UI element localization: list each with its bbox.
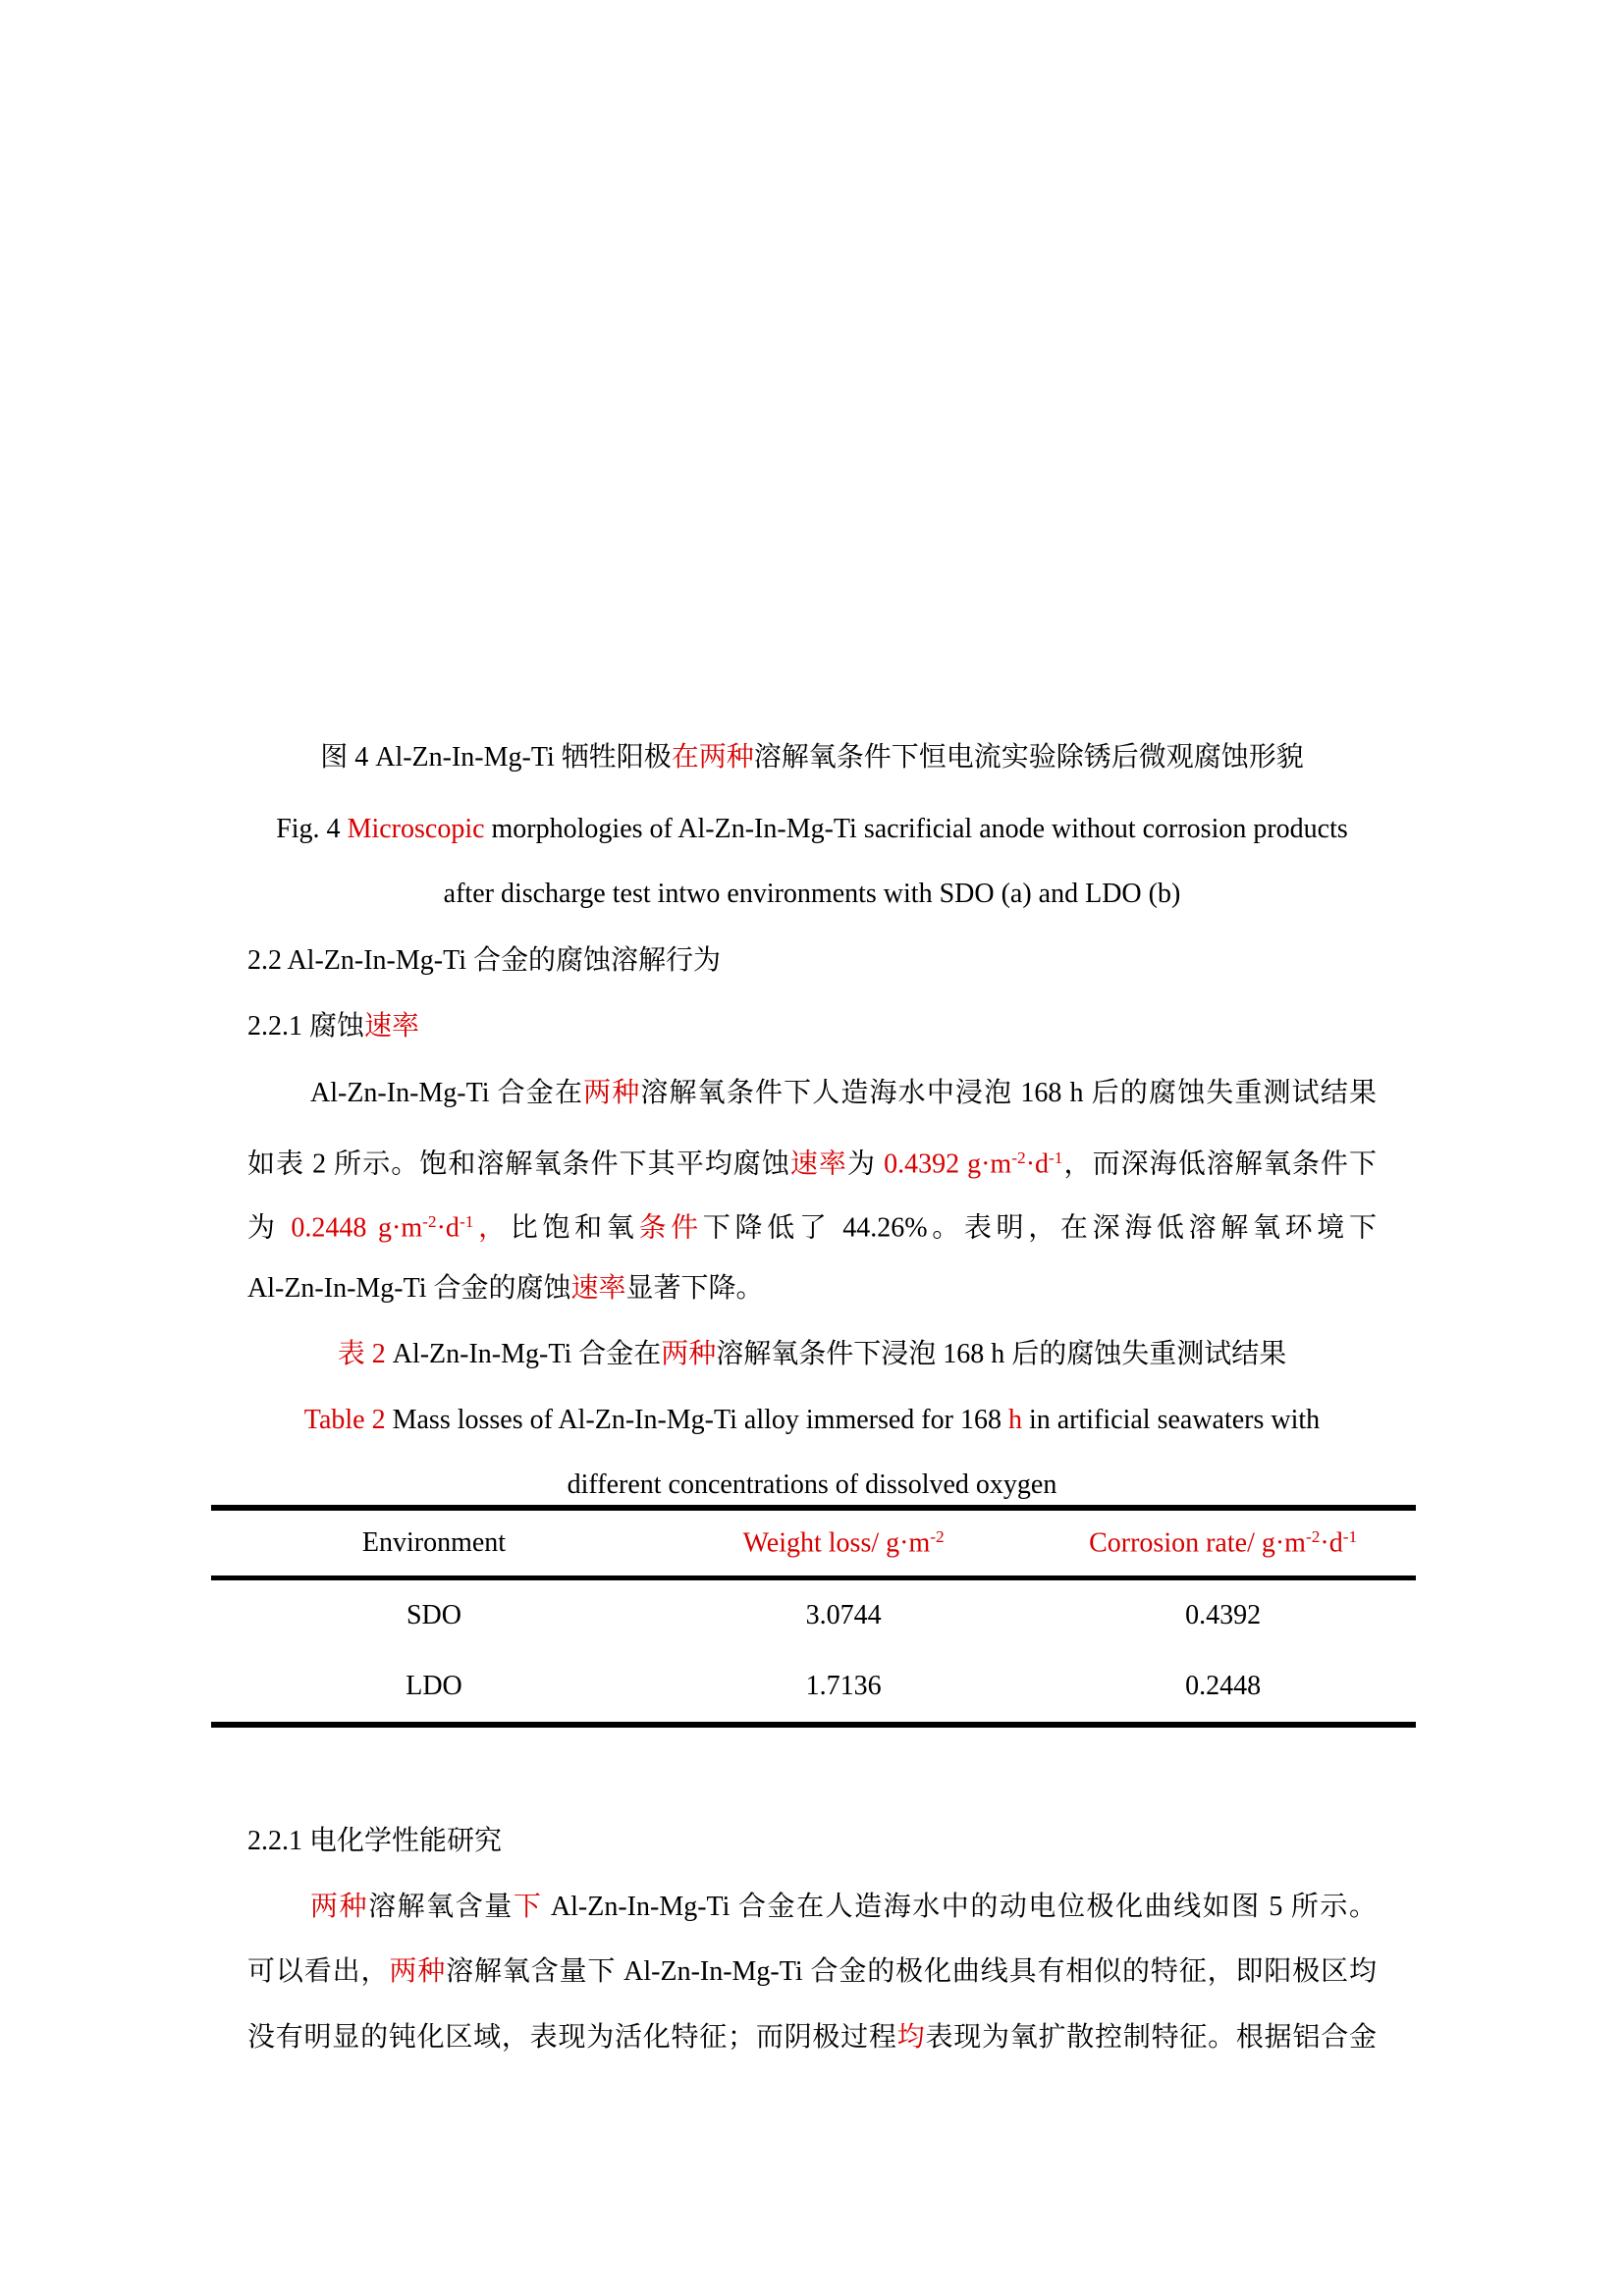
figure4-caption-en-line1 bbox=[247, 808, 1377, 851]
text-segment: 表现为氧扩散控制特征。根据铝合金 bbox=[925, 2022, 1377, 2053]
text-segment: 下 bbox=[513, 1892, 543, 1922]
text-segment: 两种 bbox=[661, 1339, 717, 1369]
text-segment: Table 2 bbox=[303, 1405, 386, 1435]
heading-2-2-1-electrochemical bbox=[247, 1820, 1377, 1863]
text-segment: 速率 bbox=[789, 1148, 847, 1180]
text-column bbox=[247, 0, 1377, 2296]
text-segment: 溶解氧含量 bbox=[368, 1892, 514, 1922]
text-segment: -2 bbox=[1011, 1148, 1026, 1167]
text-segment: 没有明显的钝化区域，表现为活化特征；而阴极过程 bbox=[247, 2022, 897, 2053]
text-segment: 两种 bbox=[389, 1956, 447, 1987]
text-segment: -2 bbox=[422, 1212, 437, 1231]
text-segment: 下降低了 44.26%。表明，在深海低溶解氧环境下 bbox=[702, 1212, 1377, 1244]
text-segment: 速率 bbox=[570, 1273, 626, 1304]
text-segment: -2 bbox=[1305, 1526, 1321, 1546]
cell-environment: SDO bbox=[406, 1600, 461, 1630]
text-segment: Weight loss/ g·m bbox=[742, 1527, 931, 1559]
text-segment: in artificial seawaters with bbox=[1021, 1405, 1321, 1435]
table-row bbox=[211, 1651, 1416, 1725]
table-header-row bbox=[211, 1508, 1416, 1578]
text-segment: 为 bbox=[846, 1148, 885, 1180]
text-segment: 如表 2 所示。饱和溶解氧条件下其平均腐蚀 bbox=[247, 1148, 790, 1180]
text-segment: 速率 bbox=[364, 1011, 420, 1041]
text-segment: 比饱和氧 bbox=[510, 1212, 639, 1244]
text-segment: 2.2.1 腐蚀 bbox=[247, 1011, 365, 1041]
para1-line3 bbox=[247, 1201, 1377, 1244]
para2-line3 bbox=[247, 2016, 1377, 2059]
text-segment: h bbox=[1007, 1405, 1022, 1435]
text-segment: 两种 bbox=[583, 1078, 641, 1108]
text-segment: ·d bbox=[1320, 1527, 1343, 1559]
figure4-caption-en-line2 bbox=[247, 873, 1377, 916]
text-segment: Mass losses of Al-Zn-In-Mg-Ti alloy immersed for 168 bbox=[385, 1405, 1008, 1435]
cell-weight-loss: 3.0744 bbox=[805, 1600, 882, 1630]
text-segment: 均 bbox=[896, 2022, 926, 2053]
text-segment: ， bbox=[473, 1212, 511, 1244]
text-segment: Al-Zn-In-Mg-Ti 合金在 bbox=[385, 1339, 662, 1369]
text-segment: 为 bbox=[247, 1212, 292, 1244]
text-segment: Environment bbox=[361, 1527, 507, 1558]
text-segment: 显著下降。 bbox=[625, 1273, 764, 1304]
col-header-weight-loss bbox=[657, 1508, 1030, 1578]
text-segment: -1 bbox=[1049, 1148, 1063, 1167]
figure4-caption-zh bbox=[247, 736, 1377, 779]
text-segment: ，而深海低溶解氧条件下 bbox=[1062, 1148, 1377, 1180]
heading-section-2-2 bbox=[247, 939, 1377, 983]
table-row bbox=[211, 1578, 1416, 1652]
table-2-mass-loss bbox=[211, 1505, 1416, 1728]
text-segment: 溶解氧条件下浸泡 168 h 后的腐蚀失重测试结果 bbox=[716, 1339, 1287, 1369]
col-header-corrosion-rate bbox=[1030, 1508, 1416, 1578]
text-segment: 溶解氧条件下人造海水中浸泡 168 h 后的腐蚀失重测试结果 bbox=[640, 1078, 1377, 1108]
cell-corrosion-rate: 0.4392 bbox=[1185, 1600, 1262, 1630]
para2-line2 bbox=[247, 1950, 1377, 1994]
text-segment: 两种 bbox=[310, 1892, 369, 1922]
heading-2-2-1-corrosion-rate bbox=[247, 1005, 1377, 1048]
text-segment: -1 bbox=[1342, 1526, 1358, 1546]
text-segment: 可以看出， bbox=[247, 1956, 390, 1987]
para1-line2 bbox=[247, 1137, 1377, 1180]
text-segment: 表 2 bbox=[337, 1339, 386, 1369]
text-segment: 条件 bbox=[638, 1212, 703, 1244]
text-segment: 0.4392 g·m bbox=[884, 1148, 1012, 1180]
text-segment: Al-Zn-In-Mg-Ti 合金在 bbox=[310, 1078, 584, 1108]
text-segment: 图 4 Al-Zn-In-Mg-Ti 牺牲阳极 bbox=[320, 742, 672, 773]
para1-line1 bbox=[247, 1072, 1377, 1115]
text-segment: 溶解氧含量下 Al-Zn-In-Mg-Ti 合金的极化曲线具有相似的特征，即阳极区均 bbox=[446, 1956, 1377, 1987]
col-header-environment bbox=[211, 1508, 657, 1578]
text-segment: ·d bbox=[1025, 1148, 1050, 1180]
text-segment: Fig. 4 bbox=[276, 814, 348, 844]
text-segment: Corrosion rate/ g·m bbox=[1089, 1527, 1306, 1559]
text-segment: ·d bbox=[436, 1212, 460, 1244]
text-segment: 溶解氧条件下恒电流实验除锈后微观腐蚀形貌 bbox=[753, 742, 1304, 773]
text-segment: morphologies of Al-Zn-In-Mg-Ti sacrificial anode without corrosion products bbox=[484, 814, 1348, 844]
text-segment: -1 bbox=[459, 1212, 474, 1231]
text-segment: Al-Zn-In-Mg-Ti 合金在人造海水中的动电位极化曲线如图 5 所示。 bbox=[542, 1892, 1377, 1922]
text-segment: Microscopic bbox=[347, 814, 485, 844]
text-segment: -2 bbox=[930, 1526, 945, 1546]
table2-caption-zh bbox=[247, 1333, 1377, 1376]
table2-caption-en-line2 bbox=[247, 1464, 1377, 1507]
text-segment: 在两种 bbox=[671, 742, 754, 773]
para1-line4 bbox=[247, 1267, 1377, 1310]
text-segment: different concentrations of dissolved oxygen bbox=[567, 1469, 1057, 1500]
table2-caption-en-line1 bbox=[247, 1399, 1377, 1442]
text-segment: after discharge test intwo environments with SDO (a) and LDO (b) bbox=[443, 879, 1181, 909]
text-segment: 0.2448 g·m bbox=[291, 1212, 423, 1244]
text-segment: 2.2 Al-Zn-In-Mg-Ti 合金的腐蚀溶解行为 bbox=[247, 945, 721, 976]
cell-environment: LDO bbox=[406, 1671, 462, 1701]
cell-weight-loss: 1.7136 bbox=[805, 1671, 882, 1701]
para2-line1 bbox=[247, 1886, 1377, 1929]
cell-corrosion-rate: 0.2448 bbox=[1185, 1671, 1262, 1701]
text-segment: 2.2.1 电化学性能研究 bbox=[247, 1826, 503, 1856]
text-segment: Al-Zn-In-Mg-Ti 合金的腐蚀 bbox=[247, 1273, 571, 1304]
